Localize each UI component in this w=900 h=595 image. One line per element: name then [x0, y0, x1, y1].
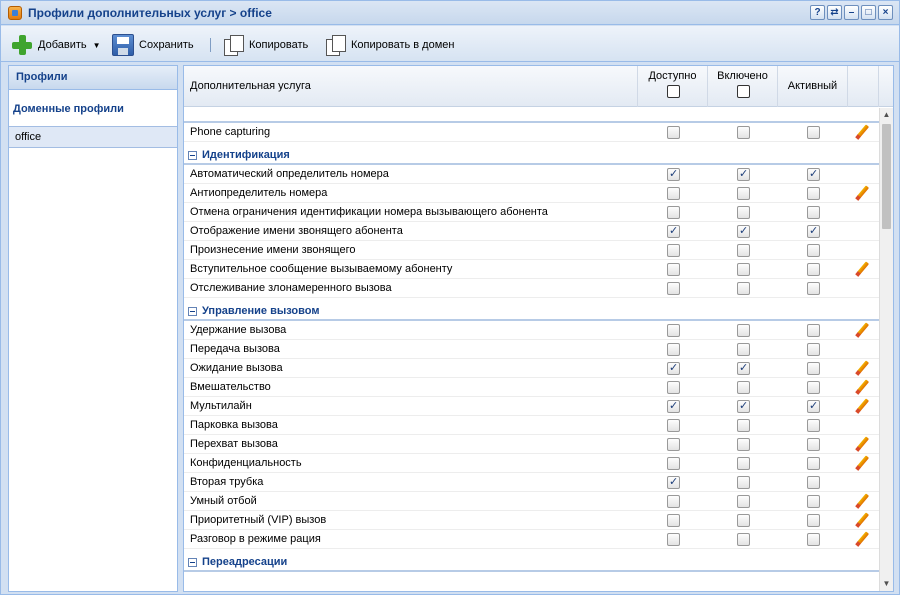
enabled-checkbox[interactable] — [737, 244, 750, 257]
pencil-icon[interactable] — [855, 455, 871, 471]
active-checkbox[interactable] — [807, 168, 820, 181]
table-row — [184, 511, 879, 530]
active-checkbox[interactable] — [807, 187, 820, 200]
active-checkbox[interactable] — [807, 381, 820, 394]
select-all-available-checkbox[interactable] — [667, 85, 680, 98]
copy-to-domain-button[interactable] — [324, 34, 454, 56]
group-name: Переадресации — [202, 556, 288, 568]
plus-icon — [11, 34, 33, 56]
pencil-icon[interactable] — [855, 531, 871, 547]
table-row — [184, 397, 879, 416]
available-checkbox[interactable] — [667, 206, 680, 219]
window-tools — [810, 5, 893, 20]
collapse-icon[interactable] — [188, 558, 197, 567]
table-row — [184, 435, 879, 454]
scroll-up-icon[interactable]: ▲ — [882, 110, 891, 119]
table-row — [184, 279, 879, 298]
active-checkbox[interactable] — [807, 343, 820, 356]
available-checkbox[interactable] — [667, 476, 680, 489]
close-icon[interactable]: × — [878, 5, 893, 20]
collapse-icon[interactable] — [188, 151, 197, 160]
table-row — [184, 184, 879, 203]
active-checkbox[interactable] — [807, 206, 820, 219]
profiles-panel — [8, 65, 178, 592]
add-button-label: Добавить — [38, 39, 87, 51]
collapse-icon[interactable] — [188, 307, 197, 316]
table-row — [184, 123, 879, 142]
active-checkbox[interactable] — [807, 362, 820, 375]
service-name: Разговор в режиме рация — [190, 533, 321, 545]
table-row — [184, 321, 879, 340]
service-name: Вмешательство — [190, 381, 271, 393]
available-checkbox[interactable] — [667, 419, 680, 432]
active-checkbox[interactable] — [807, 263, 820, 276]
active-checkbox[interactable] — [807, 225, 820, 238]
active-checkbox[interactable] — [807, 495, 820, 508]
enabled-checkbox[interactable] — [737, 282, 750, 295]
available-checkbox[interactable] — [667, 324, 680, 337]
maximize-icon[interactable]: □ — [861, 5, 876, 20]
column-active-label: Активный — [787, 80, 838, 92]
service-name: Умный отбой — [190, 495, 257, 507]
service-name: Произнесение имени звонящего — [190, 244, 356, 256]
available-checkbox[interactable] — [667, 514, 680, 527]
active-checkbox[interactable] — [807, 476, 820, 489]
copy-icon — [324, 34, 346, 56]
enabled-checkbox[interactable] — [737, 457, 750, 470]
available-checkbox[interactable] — [667, 168, 680, 181]
service-name: Передача вызова — [190, 343, 280, 355]
enabled-checkbox[interactable] — [737, 419, 750, 432]
floppy-disk-icon — [112, 34, 134, 56]
pencil-icon[interactable] — [855, 493, 871, 509]
table-row — [184, 454, 879, 473]
table-row — [184, 473, 879, 492]
pencil-icon[interactable] — [855, 398, 871, 414]
column-available-label: Доступно — [648, 70, 697, 82]
enabled-checkbox[interactable] — [737, 476, 750, 489]
domain-profiles-heading: Доменные профили — [13, 103, 124, 115]
service-name: Парковка вызова — [190, 419, 278, 431]
service-name: Приоритетный (VIP) вызов — [190, 514, 327, 526]
active-checkbox[interactable] — [807, 282, 820, 295]
table-row — [184, 203, 879, 222]
table-row — [184, 416, 879, 435]
table-row — [184, 241, 879, 260]
active-checkbox[interactable] — [807, 400, 820, 413]
enabled-checkbox[interactable] — [737, 324, 750, 337]
service-name: Ожидание вызова — [190, 362, 283, 374]
enabled-checkbox[interactable] — [737, 514, 750, 527]
pencil-icon[interactable] — [855, 322, 871, 338]
available-checkbox[interactable] — [667, 400, 680, 413]
app-icon — [8, 6, 22, 20]
available-checkbox[interactable] — [667, 225, 680, 238]
pencil-icon[interactable] — [855, 124, 871, 140]
enabled-checkbox[interactable] — [737, 343, 750, 356]
profile-item-office[interactable]: office — [9, 126, 177, 148]
toolbar — [1, 26, 899, 62]
service-name: Вторая трубка — [190, 476, 264, 488]
profiles-header: Профили — [9, 66, 177, 90]
enabled-checkbox[interactable] — [737, 400, 750, 413]
group-name: Управление вызовом — [202, 305, 320, 317]
service-name: Автоматический определитель номера — [190, 168, 389, 180]
table-row — [184, 260, 879, 279]
scroll-thumb[interactable] — [882, 124, 891, 229]
available-checkbox[interactable] — [667, 381, 680, 394]
group-header[interactable] — [184, 553, 879, 572]
group-name: Идентификация — [202, 149, 290, 161]
available-checkbox[interactable] — [667, 282, 680, 295]
help-icon[interactable]: ? — [810, 5, 825, 20]
vertical-scrollbar[interactable] — [879, 108, 893, 591]
available-checkbox[interactable] — [667, 533, 680, 546]
service-name: Отслеживание злонамеренного вызова — [190, 282, 392, 294]
save-button-label: Сохранить — [139, 39, 194, 51]
available-checkbox[interactable] — [667, 126, 680, 139]
service-name: Конфиденциальность — [190, 457, 302, 469]
pencil-icon[interactable] — [855, 512, 871, 528]
column-enabled-label: Включено — [717, 70, 768, 82]
enabled-checkbox[interactable] — [737, 206, 750, 219]
grid-spacer — [184, 108, 879, 123]
column-edit — [848, 66, 879, 107]
available-checkbox[interactable] — [667, 362, 680, 375]
enabled-checkbox[interactable] — [737, 495, 750, 508]
column-enabled — [708, 66, 778, 107]
table-row — [184, 492, 879, 511]
service-name: Отображение имени звонящего абонента — [190, 225, 403, 237]
enabled-checkbox[interactable] — [737, 438, 750, 451]
enabled-checkbox[interactable] — [737, 263, 750, 276]
available-checkbox[interactable] — [667, 263, 680, 276]
active-checkbox[interactable] — [807, 533, 820, 546]
copy-icon — [222, 34, 244, 56]
column-service[interactable] — [184, 66, 638, 107]
pencil-icon[interactable] — [855, 436, 871, 452]
service-name: Антиопределитель номера — [190, 187, 328, 199]
service-name: Phone capturing — [190, 126, 271, 138]
service-name: Перехват вызова — [190, 438, 278, 450]
enabled-checkbox[interactable] — [737, 533, 750, 546]
table-row — [184, 530, 879, 549]
save-button[interactable] — [112, 34, 194, 56]
enabled-checkbox[interactable] — [737, 168, 750, 181]
copy-button-label: Копировать — [249, 39, 309, 51]
select-all-enabled-checkbox[interactable] — [737, 85, 750, 98]
grid-body — [184, 108, 879, 592]
column-service-label: Дополнительная услуга — [190, 80, 311, 92]
enabled-checkbox[interactable] — [737, 187, 750, 200]
table-row — [184, 340, 879, 359]
available-checkbox[interactable] — [667, 495, 680, 508]
services-grid — [183, 65, 894, 592]
toolbar-separator — [210, 38, 211, 52]
grid-header — [184, 66, 893, 107]
service-name: Мультилайн — [190, 400, 252, 412]
copy-to-domain-label: Копировать в домен — [351, 39, 455, 51]
active-checkbox[interactable] — [807, 324, 820, 337]
pencil-icon[interactable] — [855, 360, 871, 376]
group-header[interactable] — [184, 146, 879, 165]
title-bar — [1, 1, 899, 25]
available-checkbox[interactable] — [667, 457, 680, 470]
enabled-checkbox[interactable] — [737, 225, 750, 238]
service-name: Отмена ограничения идентификации номера вызывающего абонента — [190, 206, 548, 218]
enabled-checkbox[interactable] — [737, 126, 750, 139]
column-available — [638, 66, 708, 107]
group-header[interactable] — [184, 302, 879, 321]
refresh-icon[interactable]: ⇄ — [827, 5, 842, 20]
table-row — [184, 165, 879, 184]
active-checkbox[interactable] — [807, 419, 820, 432]
column-active — [778, 66, 848, 107]
table-row — [184, 359, 879, 378]
copy-button[interactable] — [222, 34, 308, 56]
pencil-icon[interactable] — [855, 261, 871, 277]
active-checkbox[interactable] — [807, 514, 820, 527]
minimize-icon[interactable]: – — [844, 5, 859, 20]
available-checkbox[interactable] — [667, 438, 680, 451]
table-row — [184, 222, 879, 241]
service-name: Удержание вызова — [190, 324, 287, 336]
table-row — [184, 378, 879, 397]
chevron-down-icon: ▼ — [92, 40, 101, 50]
enabled-checkbox[interactable] — [737, 362, 750, 375]
active-checkbox[interactable] — [807, 126, 820, 139]
available-checkbox[interactable] — [667, 343, 680, 356]
available-checkbox[interactable] — [667, 187, 680, 200]
service-name: Вступительное сообщение вызываемому абоненту — [190, 263, 453, 275]
pencil-icon[interactable] — [855, 185, 871, 201]
active-checkbox[interactable] — [807, 457, 820, 470]
active-checkbox[interactable] — [807, 244, 820, 257]
enabled-checkbox[interactable] — [737, 381, 750, 394]
pencil-icon[interactable] — [855, 379, 871, 395]
active-checkbox[interactable] — [807, 438, 820, 451]
scroll-down-icon[interactable]: ▼ — [882, 579, 891, 588]
add-button[interactable] — [11, 34, 101, 56]
window-title: Профили дополнительных услуг > office — [28, 6, 272, 20]
available-checkbox[interactable] — [667, 244, 680, 257]
